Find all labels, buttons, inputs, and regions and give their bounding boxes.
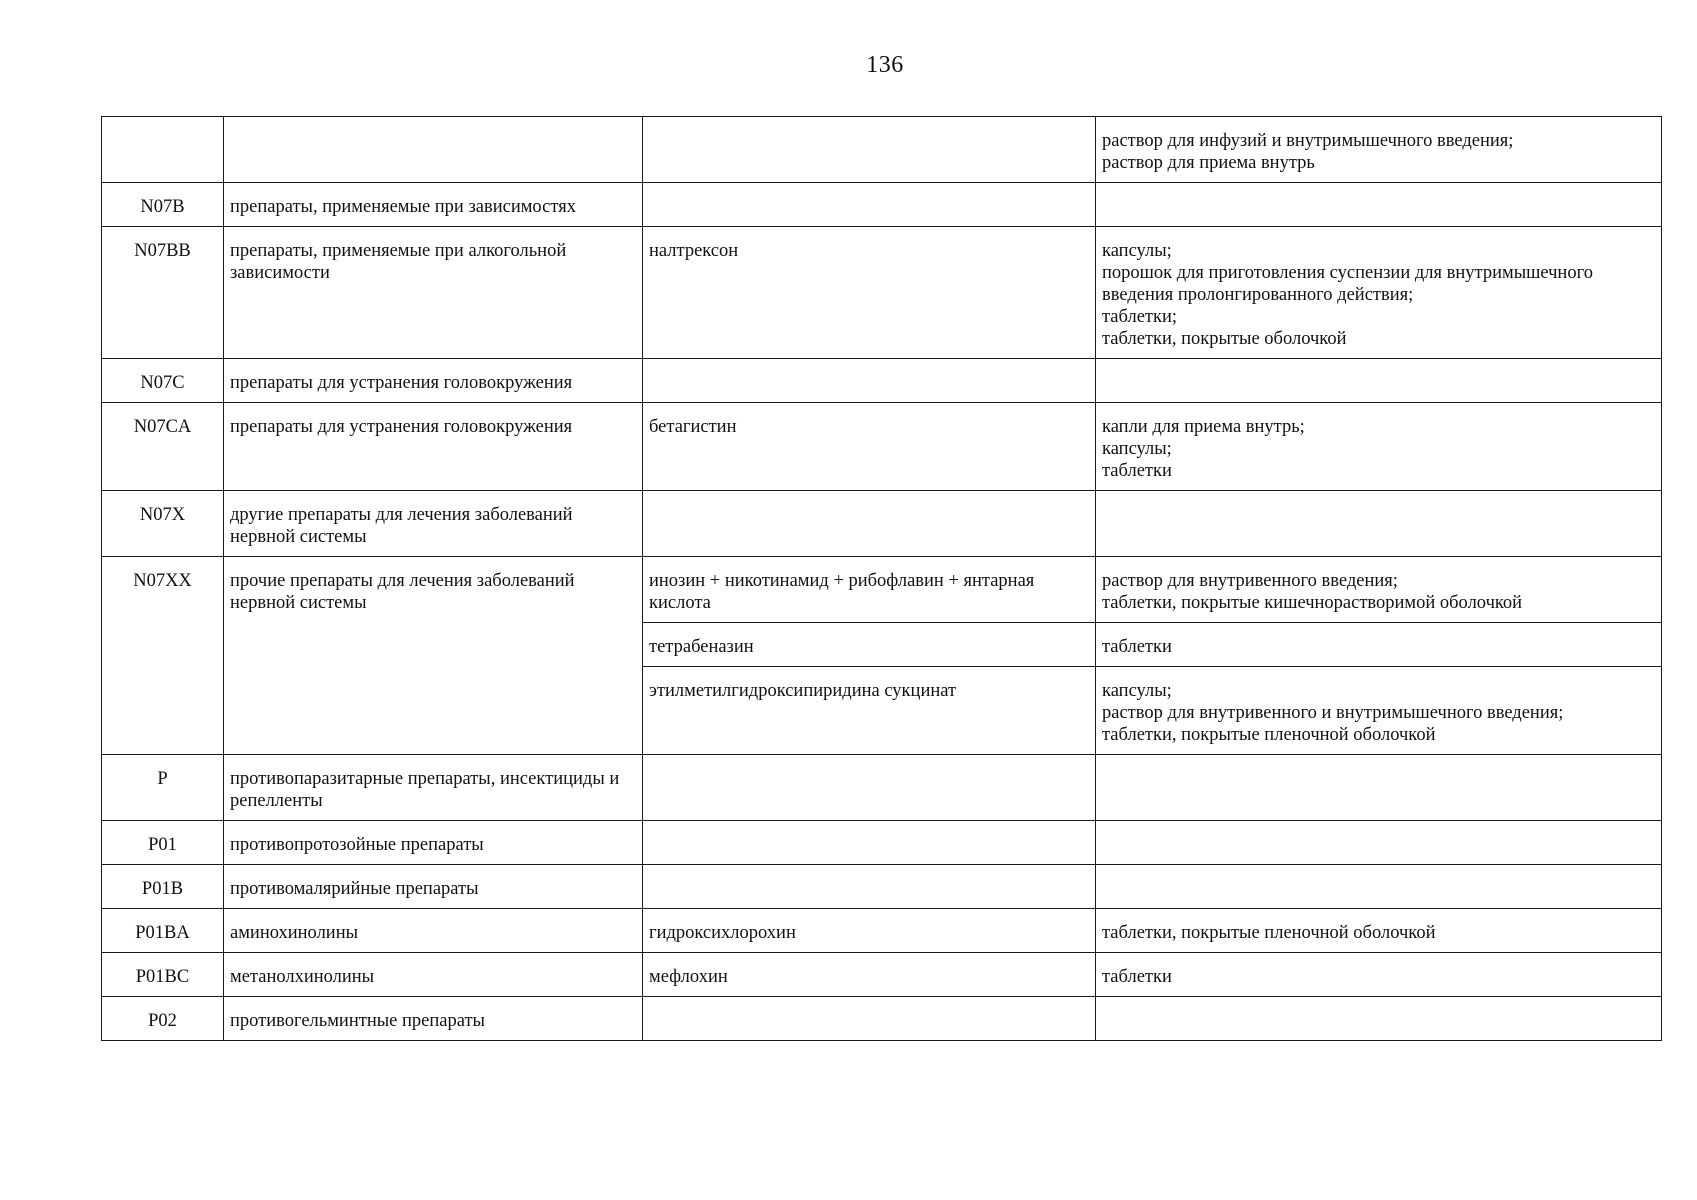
dosage-forms-cell (1096, 953, 1662, 997)
dosage-forms-cell (1096, 183, 1662, 227)
atc-code-cell: N07X (102, 491, 224, 557)
atc-code-cell: N07B (102, 183, 224, 227)
atc-group-cell: аминохинолины (224, 909, 643, 953)
table-row (102, 359, 1662, 403)
dosage-form-line: раствор для внутривенного и внутримышечного введения; (1102, 703, 1564, 723)
atc-group-cell: противомалярийные препараты (224, 865, 643, 909)
dosage-forms-cell (1096, 227, 1662, 359)
atc-code-cell (102, 117, 224, 183)
dosage-form-line: порошок для приготовления суспензии для внутримышечного введения пролонгированного действия; (1102, 263, 1593, 305)
dosage-forms-cell (1096, 491, 1662, 557)
atc-group-cell (224, 117, 643, 183)
atc-code-cell: N07CA (102, 403, 224, 491)
atc-group-cell: противопаразитарные препараты, инсектициды и репелленты (224, 755, 643, 821)
dosage-form-line: капли для приема внутрь; (1102, 417, 1305, 437)
dosage-forms-cell (1096, 755, 1662, 821)
atc-code-cell: N07BB (102, 227, 224, 359)
drug-name-cell (643, 183, 1096, 227)
dosage-form-line: раствор для приема внутрь (1102, 153, 1315, 173)
atc-code-cell: P02 (102, 997, 224, 1041)
atc-code-cell: P (102, 755, 224, 821)
table-row (102, 117, 1662, 183)
atc-group-cell: препараты для устранения головокружения (224, 403, 643, 491)
atc-group-cell: препараты для устранения головокружения (224, 359, 643, 403)
atc-group-cell: другие препараты для лечения заболеваний нервной системы (224, 491, 643, 557)
dosage-forms-cell (1096, 359, 1662, 403)
dosage-form-line: таблетки; (1102, 307, 1178, 327)
table-row (102, 227, 1662, 359)
dosage-form-line: таблетки (1102, 967, 1172, 987)
drug-name-cell (643, 755, 1096, 821)
table-row (102, 953, 1662, 997)
dosage-form-line: таблетки, покрытые пленочной оболочкой (1102, 725, 1436, 745)
table-body (102, 117, 1662, 1041)
dosage-form-line: капсулы; (1102, 241, 1172, 261)
atc-code-cell: P01 (102, 821, 224, 865)
dosage-form-line: капсулы; (1102, 439, 1172, 459)
dosage-form-line: таблетки, покрытые пленочной оболочкой (1102, 923, 1436, 943)
atc-group-cell: препараты, применяемые при алкогольной зависимости (224, 227, 643, 359)
dosage-forms-cell (1096, 821, 1662, 865)
atc-code-cell: P01B (102, 865, 224, 909)
dosage-forms-cell (1096, 623, 1662, 667)
table-row (102, 491, 1662, 557)
dosage-forms-cell (1096, 403, 1662, 491)
atc-code-cell: N07C (102, 359, 224, 403)
drug-name-cell (643, 117, 1096, 183)
table-row (102, 865, 1662, 909)
atc-group-cell: противогельминтные препараты (224, 997, 643, 1041)
drug-name-cell (643, 865, 1096, 909)
atc-group-cell: метанолхинолины (224, 953, 643, 997)
dosage-form-line: таблетки (1102, 637, 1172, 657)
drug-name-cell: этилметилгидроксипиридина сукцинат (643, 667, 1096, 755)
drug-name-cell: тетрабеназин (643, 623, 1096, 667)
dosage-form-line: раствор для внутривенного введения; (1102, 571, 1398, 591)
atc-group-cell: противопротозойные препараты (224, 821, 643, 865)
drug-table (101, 116, 1662, 1041)
atc-group-cell: прочие препараты для лечения заболеваний нервной системы (224, 557, 643, 755)
table-row (102, 909, 1662, 953)
drug-name-cell (643, 821, 1096, 865)
drug-name-cell (643, 997, 1096, 1041)
dosage-forms-cell (1096, 117, 1662, 183)
table-row (102, 997, 1662, 1041)
table-row (102, 403, 1662, 491)
drug-name-cell: налтрексон (643, 227, 1096, 359)
drug-name-cell: мефлохин (643, 953, 1096, 997)
table-row (102, 821, 1662, 865)
page-number: 136 (866, 52, 904, 78)
dosage-forms-cell (1096, 997, 1662, 1041)
dosage-form-line: таблетки, покрытые кишечнорастворимой оболочкой (1102, 593, 1523, 613)
dosage-forms-cell (1096, 667, 1662, 755)
atc-code-cell: P01BC (102, 953, 224, 997)
table-row (102, 183, 1662, 227)
dosage-form-line: капсулы; (1102, 681, 1172, 701)
table-row (102, 557, 1662, 623)
atc-code-cell: P01BA (102, 909, 224, 953)
drug-name-cell (643, 491, 1096, 557)
drug-name-cell (643, 359, 1096, 403)
dosage-form-line: таблетки, покрытые оболочкой (1102, 329, 1347, 349)
atc-group-cell: препараты, применяемые при зависимостях (224, 183, 643, 227)
table-row (102, 755, 1662, 821)
drug-name-cell: инозин + никотинамид + рибофлавин + янтарная кислота (643, 557, 1096, 623)
dosage-forms-cell (1096, 909, 1662, 953)
atc-code-cell: N07XX (102, 557, 224, 755)
dosage-form-line: раствор для инфузий и внутримышечного введения; (1102, 131, 1514, 151)
drug-name-cell: бетагистин (643, 403, 1096, 491)
dosage-forms-cell (1096, 865, 1662, 909)
drug-name-cell: гидроксихлорохин (643, 909, 1096, 953)
dosage-forms-cell (1096, 557, 1662, 623)
dosage-form-line: таблетки (1102, 461, 1172, 481)
